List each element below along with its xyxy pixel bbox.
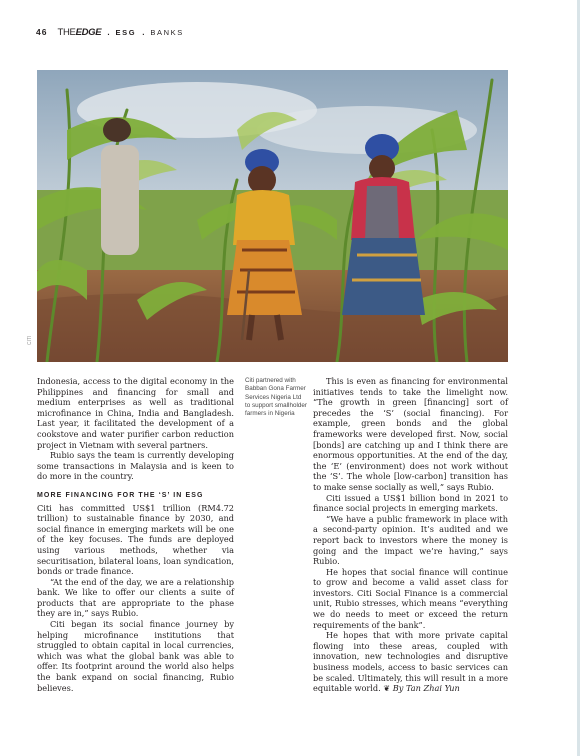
page-number: 46 bbox=[36, 27, 48, 37]
byline: By Tan Zhai Yun bbox=[392, 683, 460, 694]
body-paragraph: “We have a public framework in place with a second-party opinion. It’s audited and we report back to investors where the money is going and the impact we’re having,” says Rubio. bbox=[313, 513, 508, 567]
publication-logo: THEEDGE bbox=[57, 27, 102, 38]
section-label: ESG bbox=[115, 28, 137, 37]
photo-caption: Citi partnered with Babban Gona Farmer Services Nigeria Ltd to support smallholder farmers in Nigeria bbox=[245, 377, 307, 418]
end-mark-icon: ❦ bbox=[383, 684, 391, 694]
subsection-label: BANKS bbox=[150, 28, 184, 37]
body-paragraph: Citi has committed US$1 trillion (RM4.72 trillion) to sustainable finance by 2030, and social finance in emerging markets will be one of the key focuses. The funds are deployed using various methods, whether via securitisation, bilateral loans, loan syndication, bonds or trade finance. bbox=[37, 502, 234, 577]
header-separator: . bbox=[142, 28, 145, 37]
body-paragraph: “At the end of the day, we are a relationship bank. We like to offer our clients a suite of products that are appropriate to the phase they are in,” says Rubio. bbox=[37, 576, 234, 619]
body-paragraph: Indonesia, access to the digital economy in the Philippines and financing for small and medium enterprises as well as traditional microfinance in China, India and Bangladesh. Last year, it facilitated the development of a cookstove and water purifier carbon reduction project in Vietnam with several partners. bbox=[37, 376, 234, 450]
article-column-left bbox=[37, 376, 234, 693]
body-paragraph-final bbox=[313, 630, 508, 695]
running-header bbox=[36, 27, 184, 41]
article-photo bbox=[37, 70, 508, 362]
article-column-right bbox=[313, 376, 508, 695]
body-paragraph: Rubio says the team is currently developing some transactions in Malaysia and is keen to do more in the country. bbox=[37, 450, 234, 482]
body-paragraph: He hopes that social finance will continue to grow and become a valid asset class for investors. Citi Social Finance is a commercial unit, Rubio stresses, which means “everything we do needs to meet or exceed the return requirements of the bank”. bbox=[313, 566, 508, 630]
final-paragraph-text: He hopes that with more private capital flowing into these areas, coupled with innovation, new technologies and disruptive business models, access to basic services can be scaled. Ultimately, this will result in a more equitable world. bbox=[313, 630, 508, 694]
body-paragraph: Citi issued a US$1 billion bond in 2021 to finance social projects in emerging markets. bbox=[313, 492, 508, 514]
photo-credit: CITI bbox=[27, 335, 33, 345]
body-paragraph: This is even as financing for environmental initiatives tends to take the limelight now. “The growth in green [financing] sort of precedes the ‘S’ (social financing). For example, green bonds and the global frameworks were developed first. Now, social [bonds] are catching up and I think there are enormous opportunities. At the end of the day, the ‘E’ (environment) does not work without the ‘S’. The whole [low-carbon] transition has to make sense socially as well,” says Rubio. bbox=[313, 376, 508, 492]
section-subhead: MORE FINANCING FOR THE ‘S’ IN ESG bbox=[37, 491, 204, 499]
body-paragraph: Citi began its social finance journey by helping microfinance institutions that struggled to obtain capital in local currencies, which was what the global bank was able to offer. Its footprint around the world also helps the bank expand on social financing, Rubio believes. bbox=[37, 619, 234, 693]
header-separator: . bbox=[107, 28, 110, 37]
